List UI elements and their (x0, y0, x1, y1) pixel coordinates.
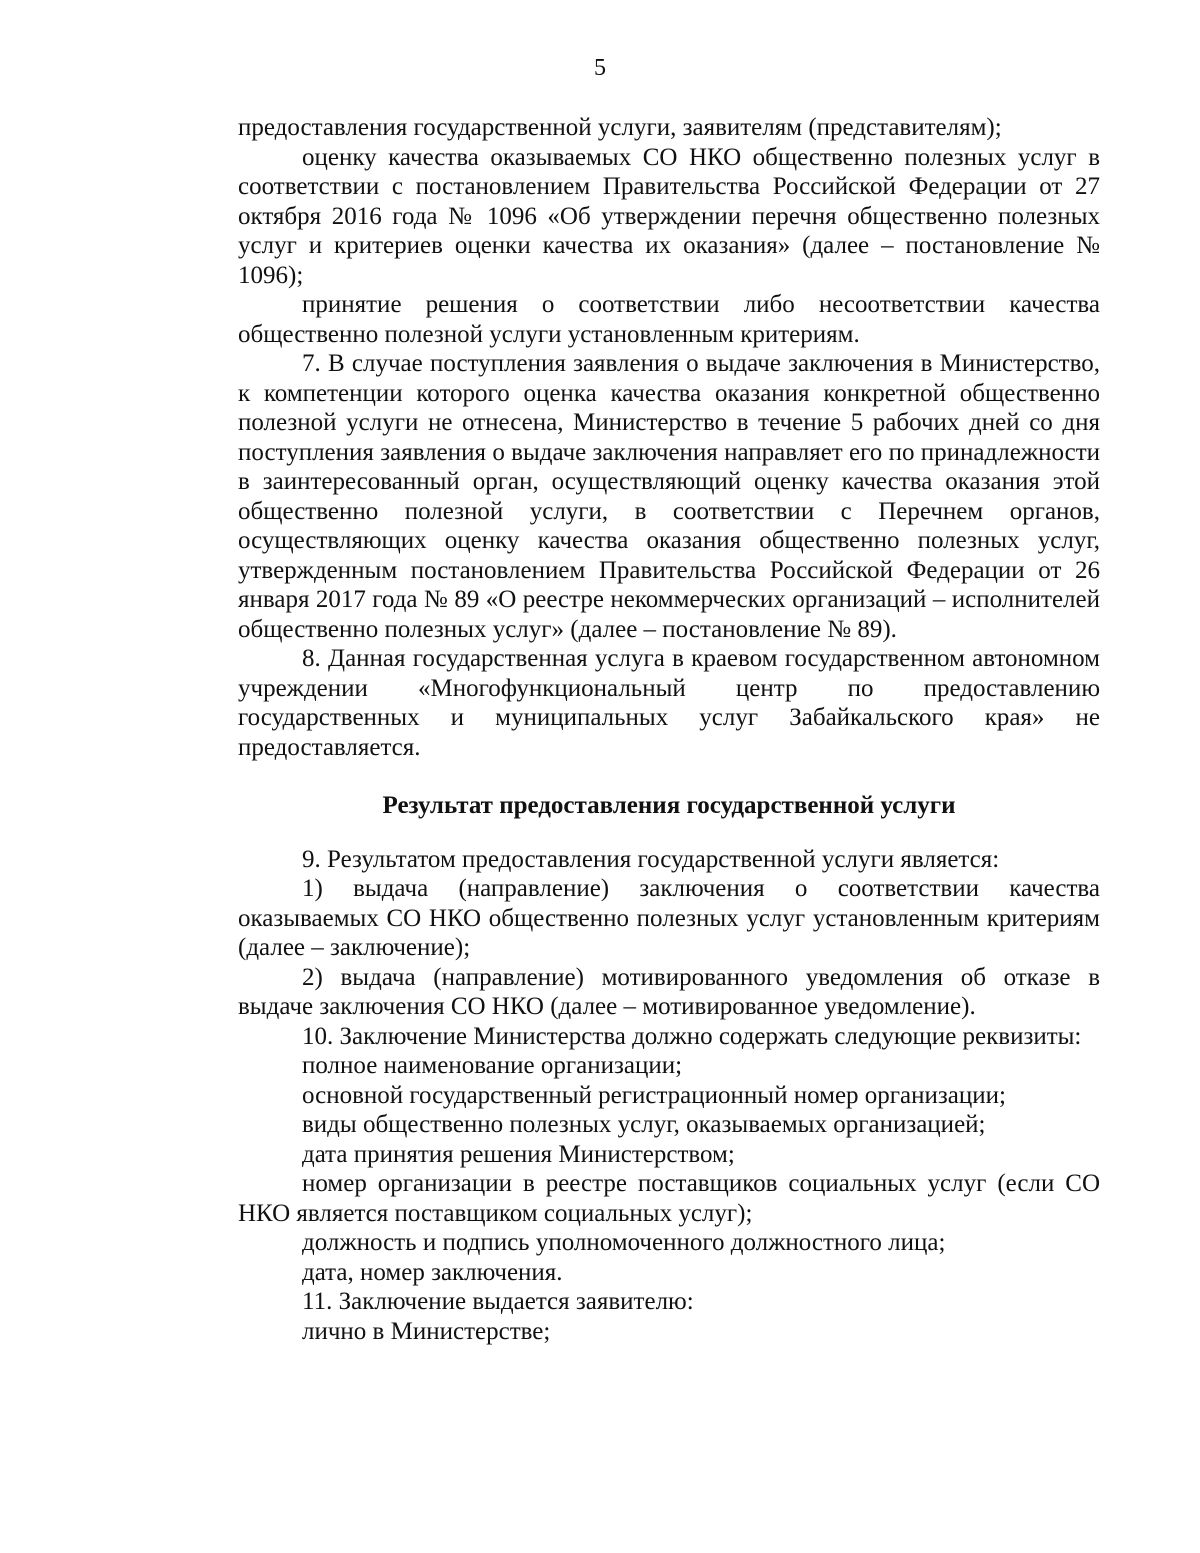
list-item: должность и подпись уполномоченного должностного лица; (302, 1229, 946, 1256)
paragraph-item-7: 7. В случае поступления заявления о выдаче заключения в Министерство, к компетенции которого оценка качества оказания конкретной общественно полезной услуги не отнесена, Министерство в течение 5 рабочих дней со дня поступления заявления о выдаче заключения направляет его по принадлежности в заинтересованный орган, осуществляющий оценку качества оказания этой общественно полезной услуги, в соответствии с Перечнем органов, осуществляющих оценку качества оказания общественно полезных услуг, утвержденным постановлением Правительства Российской Федерации от 26 января 2017 года № 89 «О реестре некоммерческих организаций – исполнителей общественно полезных услуг» (далее – постановление № 89). (238, 350, 1100, 643)
list-item: номер организации в реестре поставщиков социальных услуг (если СО НКО является поставщиком социальных услуг); (238, 1170, 1100, 1227)
paragraph-item-11: 11. Заключение выдается заявителю: (302, 1288, 694, 1315)
paragraph: предоставления государственной услуги, заявителям (представителям); (238, 114, 1002, 141)
list-item: 1) выдача (направление) заключения о соответствии качества оказываемых СО НКО общественно полезных услуг установленным критериям (далее – заключение); (238, 875, 1100, 961)
paragraph: оценку качества оказываемых СО НКО общественно полезных услуг в соответствии с постановлением Правительства Российской Федерации от 27 октября 2016 года № 1096 «Об утверждении перечня общественно полезных услуг и критериев оценки качества их оказания» (далее – постановление № 1096); (238, 143, 1100, 289)
list-item: 2) выдача (направление) мотивированного уведомления об отказе в выдаче заключения СО НКО (далее – мотивированное уведомление). (238, 963, 1100, 1020)
page-number: 5 (594, 55, 606, 81)
paragraph-item-10: 10. Заключение Министерства должно содержать следующие реквизиты: (302, 1022, 1082, 1050)
list-item: виды общественно полезных услуг, оказываемых организацией; (302, 1111, 986, 1138)
paragraph-item-8: 8. Данная государственная услуга в краевом государственном автономном учреждении «Многофункциональный центр по предоставлению государственных и муниципальных услуг Забайкальского края» не предоставляется. (238, 645, 1100, 761)
list-item: лично в Министерстве; (302, 1317, 551, 1345)
list-item: полное наименование организации; (302, 1052, 683, 1079)
section-heading: Результат предоставления государственной услуги (382, 792, 956, 819)
paragraph-item-9: 9. Результатом предоставления государственной услуги является: (302, 845, 1000, 873)
list-item: основной государственный регистрационный номер организации; (302, 1081, 1006, 1109)
document-body (238, 113, 1100, 1346)
list-item: дата, номер заключения. (302, 1258, 563, 1286)
list-item: дата принятия решения Министерством; (302, 1140, 735, 1168)
paragraph: принятие решения о соответствии либо несоответствии качества общественно полезной услуги установленным критериям. (238, 291, 1100, 348)
